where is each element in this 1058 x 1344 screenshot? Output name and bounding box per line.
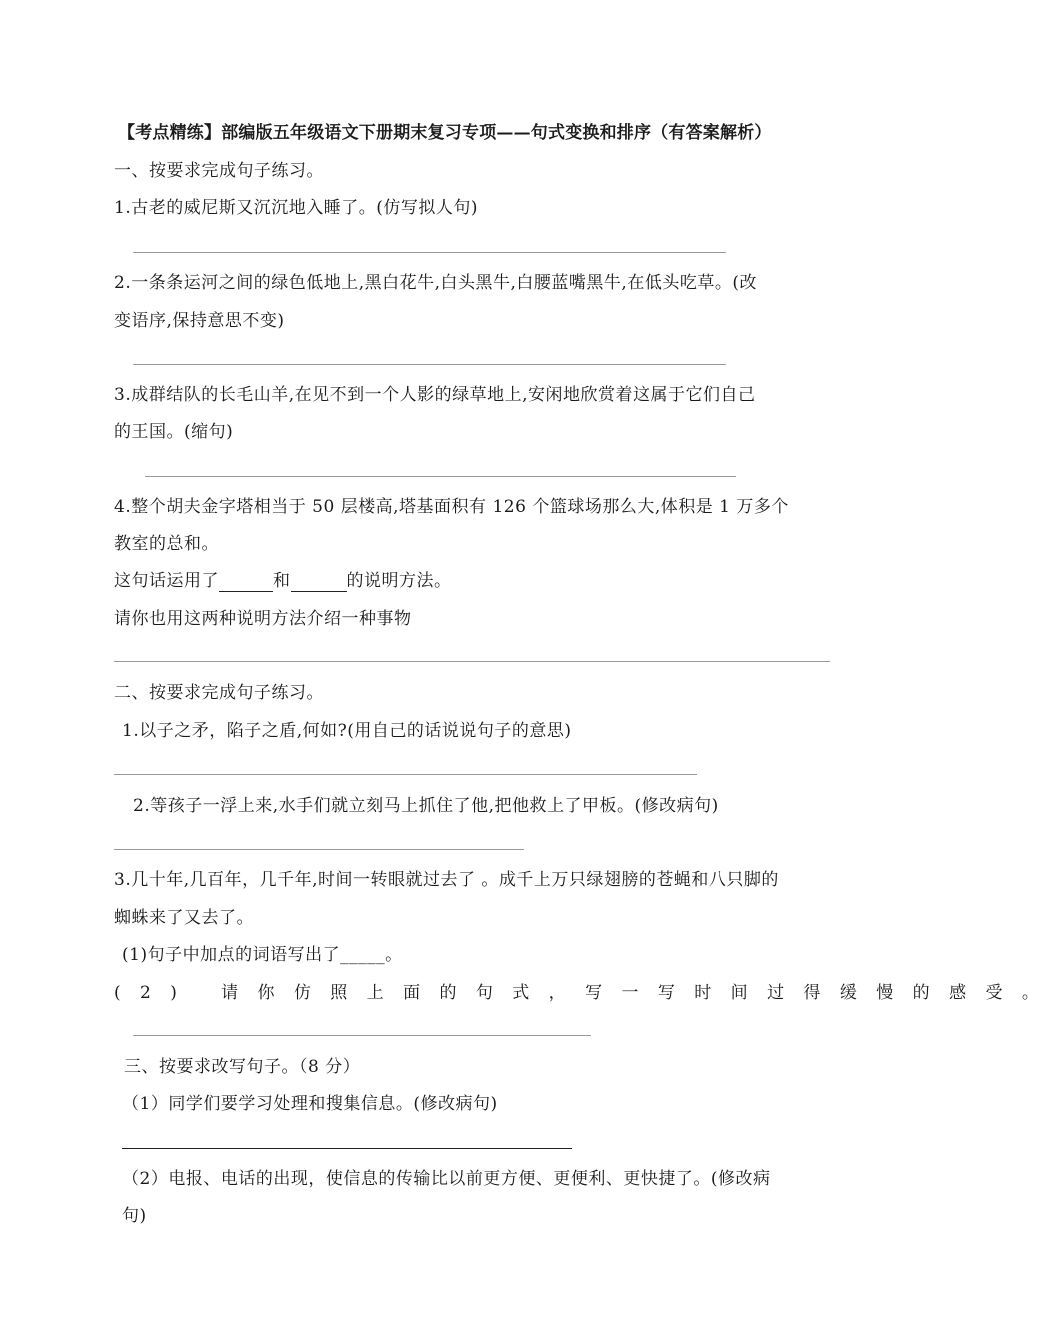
s1-question-2-line2: 变语序,保持意思不变) [114,311,285,331]
fill-blank-1[interactable] [219,573,273,592]
fill-blank-2[interactable] [291,573,347,592]
s1-question-3-line1: 3.成群结队的长毛山羊,在见不到一个人影的绿草地上,安闲地欣赏着这属于它们自己 [114,385,756,405]
s3-question-2-line2: 句) [122,1206,147,1226]
s2-question-3-sub1: (1)句子中加点的词语写出了_____。 [122,945,403,965]
s2-question-3-line2: 蜘蛛来了又去了。 [114,908,254,928]
s1-question-3-line2: 的王国。(缩句) [114,422,234,442]
s2-question-2: 2.等孩子一浮上来,水手们就立刻马上抓住了他,把他救上了甲板。(修改病句) [133,796,719,816]
section-3-heading: 三、按要求改写句子。（8 分） [124,1057,361,1077]
s1-question-4-line2: 教室的总和。 [114,534,219,554]
fill-suffix: 的说明方法。 [346,571,452,591]
fill-mid: 和 [273,571,291,591]
document-title: 【考点精练】部编版五年级语文下册期末复习专项——句式变换和排序（有答案解析） [118,123,772,143]
s1-question-1: 1.古老的威尼斯又沉沉地入睡了。(仿写拟人句) [114,198,478,218]
fill-prefix: 这句话运用了 [114,571,219,591]
answer-line [122,1148,572,1149]
s2-question-3-line1: 3.几十年,几百年，几千年,时间一转眼就过去了 。成千上万只绿翅膀的苍蝇和八只脚的 [114,870,779,890]
answer-line [114,774,697,775]
section-1-heading: 一、按要求完成句子练习。 [114,161,324,181]
answer-line [133,1035,591,1036]
answer-line [133,252,726,253]
s2-question-1: 1.以子之矛，陷子之盾,何如?(用自己的话说说句子的意思) [122,721,572,741]
s1-question-4-fill [114,570,452,592]
answer-line [133,364,726,365]
s1-question-4-prompt: 请你也用这两种说明方法介绍一种事物 [114,609,412,629]
s1-question-2-line1: 2.一条条运河之间的绿色低地上,黑白花牛,白头黑牛,白腰蓝嘴黑牛,在低头吃草。(改 [114,273,757,293]
answer-line [114,849,524,850]
s2-question-3-sub2: (2) 请你仿照上面的句式，写一写时间过得缓慢的感受。 [114,983,1058,1003]
s3-question-2-line1: （2）电报、电话的出现，使信息的传输比以前更方便、更便利、更快捷了。(修改病 [122,1169,771,1189]
answer-line [145,476,736,477]
section-2-heading: 二、按要求完成句子练习。 [114,683,324,703]
s3-question-1: （1）同学们要学习处理和搜集信息。(修改病句) [122,1094,498,1114]
s1-question-4-line1: 4.整个胡夫金字塔相当于 50 层楼高,塔基面积有 126 个篮球场那么大,体积是 1 万多个 [114,497,789,517]
answer-line [114,661,830,662]
